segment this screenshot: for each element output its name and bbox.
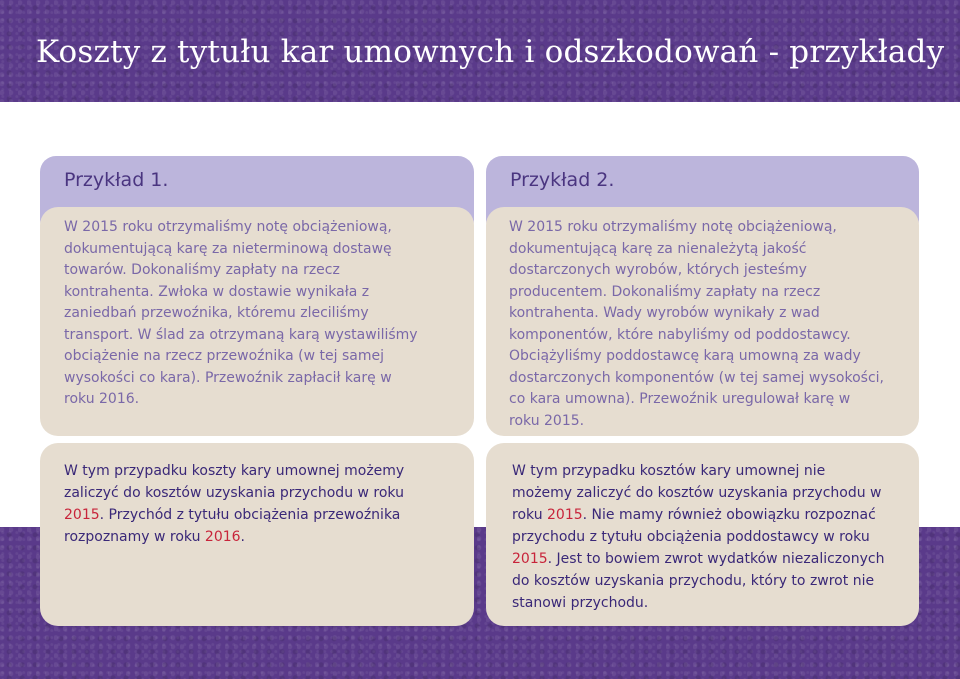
- page-title: Koszty z tytułu kar umownych i odszkodowań - przykłady: [36, 34, 945, 70]
- conclusion-2-part-2: . Nie mamy również obowiązku rozpoznać przychodu z tytułu obciążenia poddostawcy w roku: [512, 507, 876, 545]
- example-2-body: [486, 207, 919, 436]
- example-1-conclusion: [40, 443, 474, 626]
- example-2-text: W 2015 roku otrzymaliśmy notę obciążeniową, dokumentującą karę za nienależytą jakość dostarczonych wyrobów, których jesteśmy producentem. Dokonaliśmy zapłaty na rzecz kontrahenta. Wady wyrobów wynikały z wad komponentów, które nabyliśmy od poddostawcy. Obciążyliśmy poddostawcę karą umowną za wady dostarczonych komponentów (w tej samej wysokości, co kara umowna). Przewoźnik uregulował karę w roku 2015.: [509, 219, 884, 429]
- conclusion-2-part-1: W tym przypadku kosztów kary umownej nie możemy zaliczyć do kosztów uzyskania przychodu w roku: [512, 463, 882, 523]
- example-2-label: Przykład 2.: [510, 169, 615, 191]
- example-1-text: W 2015 roku otrzymaliśmy notę obciążeniową, dokumentującą karę za nieterminową dostawę towarów. Dokonaliśmy zapłaty na rzecz kontrahenta. Zwłoka w dostawie wynikała z zaniedbań przewoźnika, któremu zleciliśmy transport. W ślad za otrzymaną karą wystawiliśmy obciążenie na rzecz przewoźnika (w tej samej wysokości co kara). Przewoźnik zapłacił karę w roku 2016.: [64, 219, 418, 407]
- conclusion-2-year-1: 2015: [547, 507, 583, 523]
- example-1-conclusion-text: [64, 460, 416, 548]
- conclusion-1-part-2: . Przychód z tytułu obciążenia przewoźnika rozpoznamy w roku: [64, 507, 401, 545]
- conclusion-1-year-2: 2016: [204, 529, 241, 545]
- example-1-label: Przykład 1.: [64, 169, 169, 191]
- conclusion-1-year-1: 2015: [64, 507, 100, 523]
- conclusion-1-part-3: .: [240, 529, 245, 545]
- conclusion-1-part-1: W tym przypadku koszty kary umownej możemy zaliczyć do kosztów uzyskania przychodu w roku: [64, 463, 405, 501]
- example-1-body: [40, 207, 474, 436]
- example-2-conclusion: [486, 443, 919, 626]
- example-2-conclusion-text: [512, 460, 889, 614]
- conclusion-2-part-3: . Jest to bowiem zwrot wydatków niezaliczonych do kosztów uzyskania przychodu, który to zwrot nie stanowi przychodu.: [512, 551, 885, 611]
- conclusion-2-year-2: 2015: [512, 551, 548, 567]
